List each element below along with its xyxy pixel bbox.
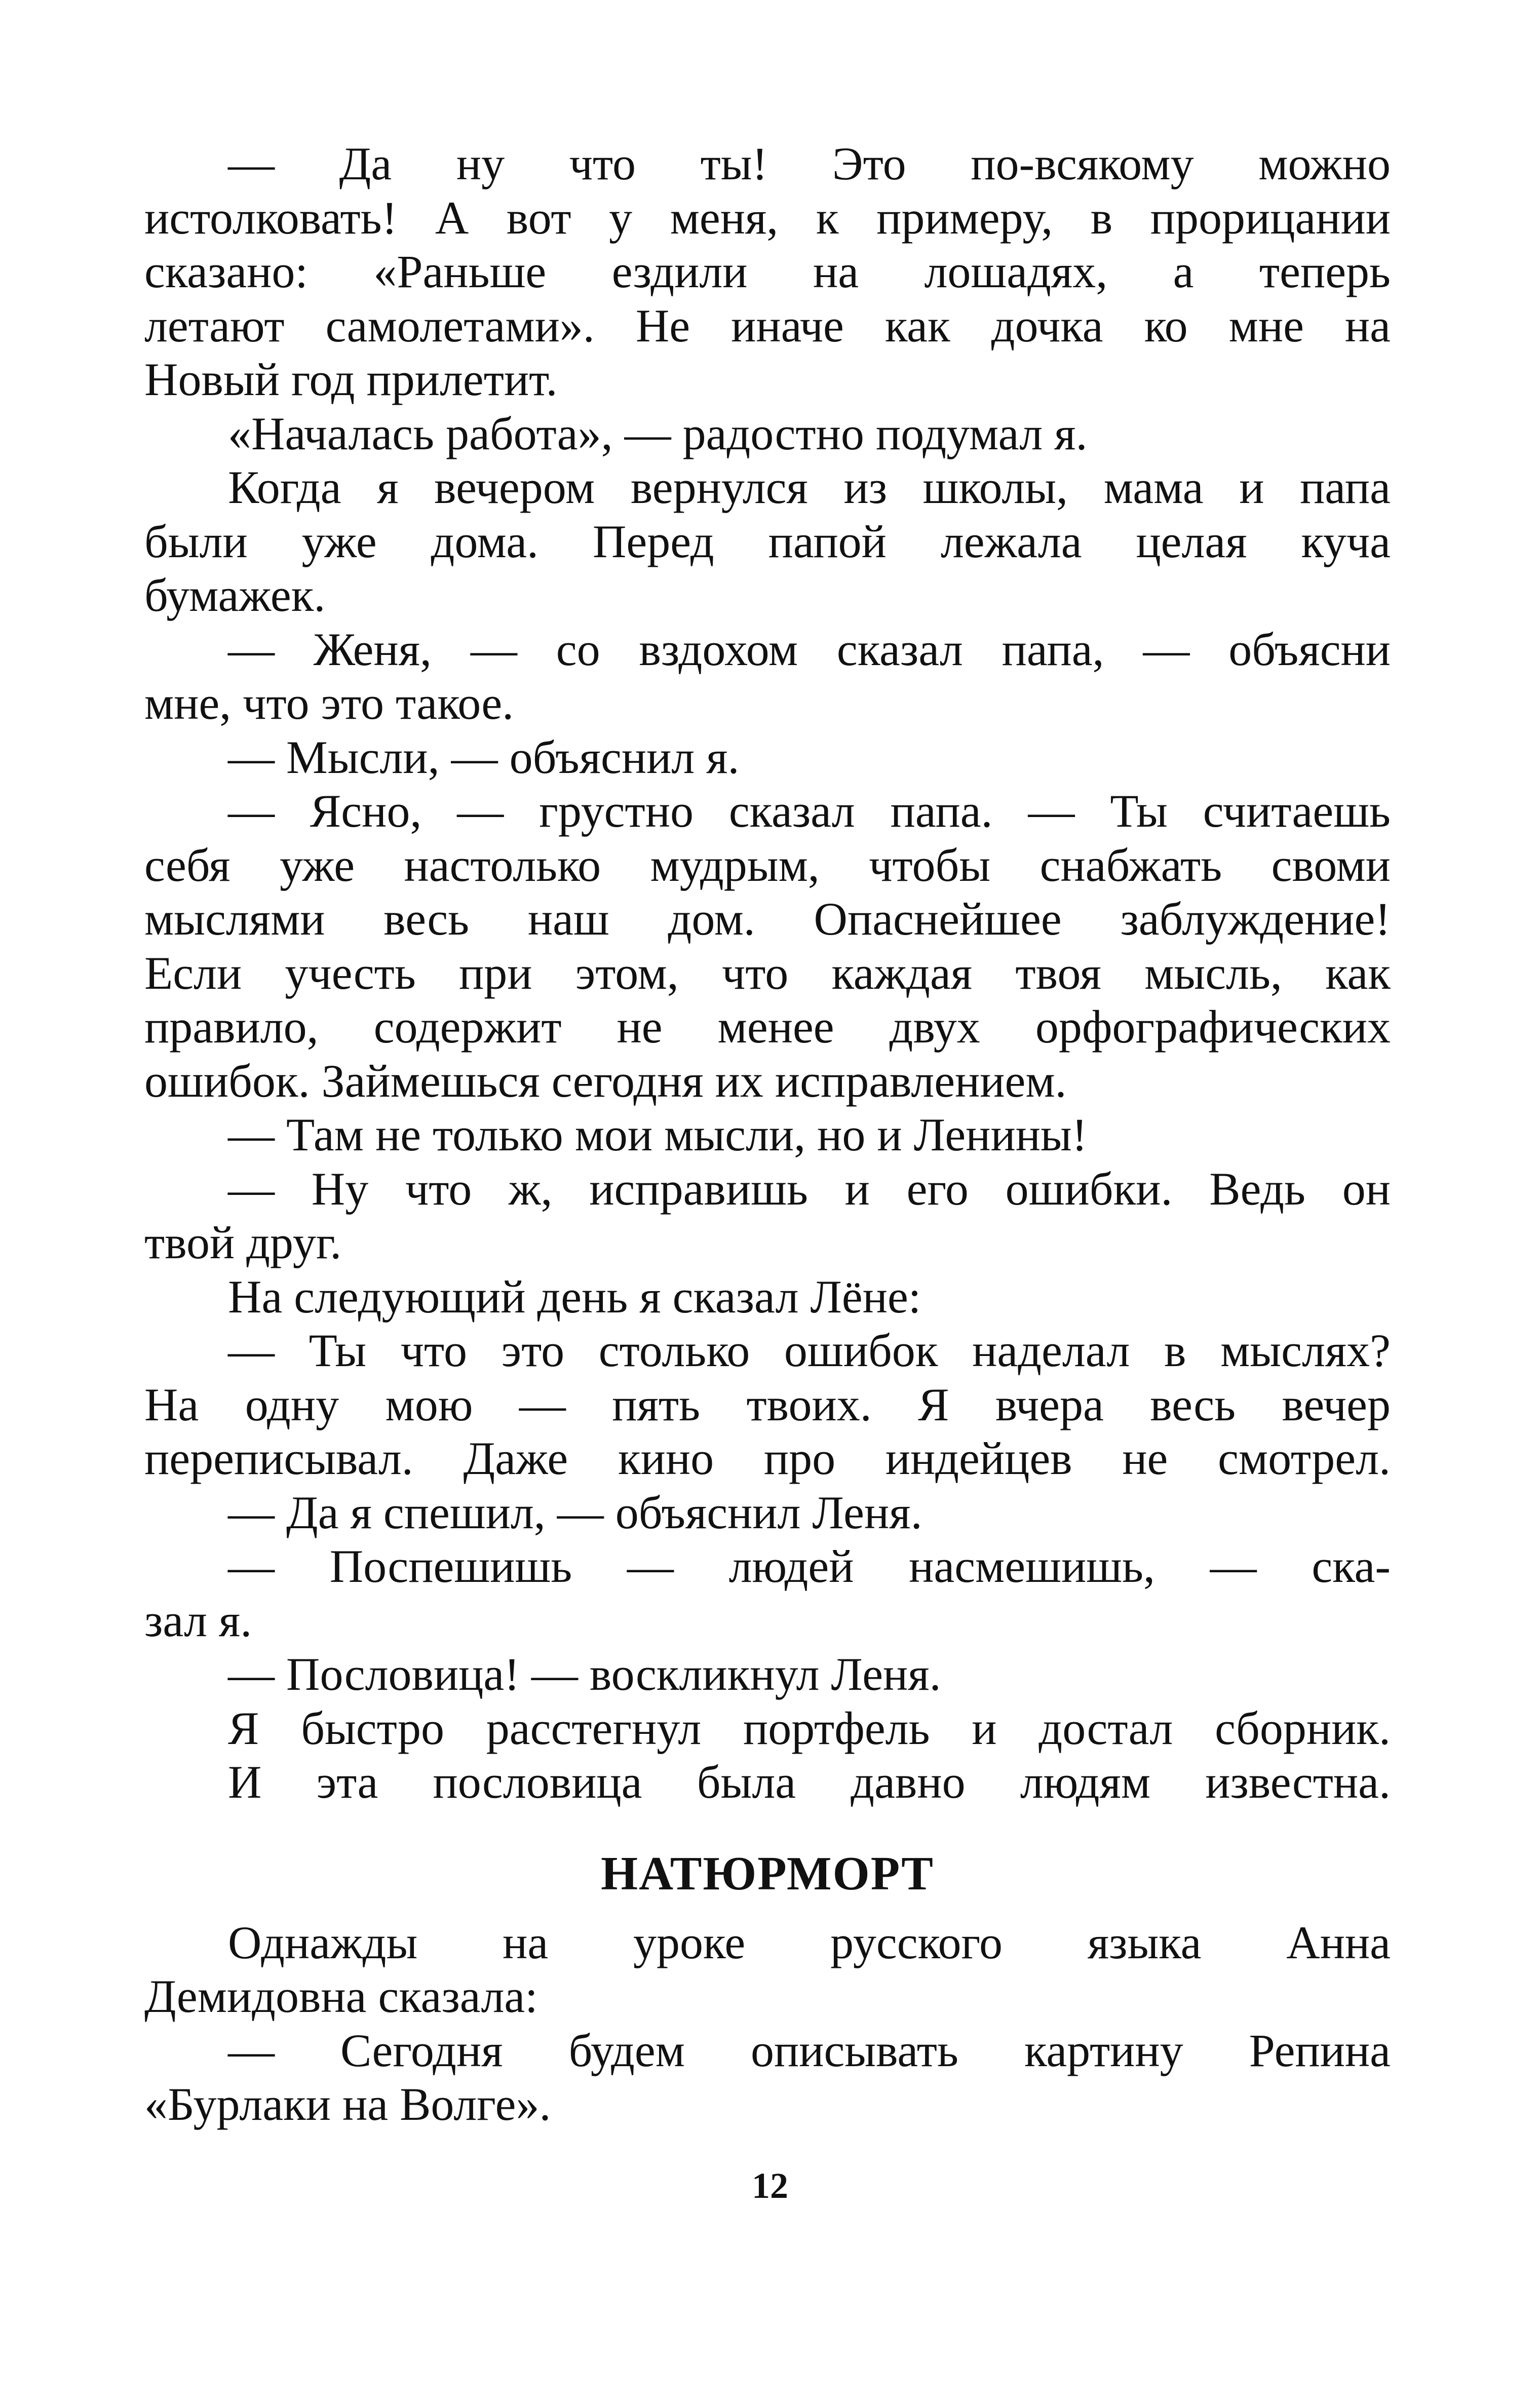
- text-line: — Сегодня будем описывать картину Репина: [228, 2024, 1391, 2076]
- section-title: НАТЮРМОРТ: [600, 1847, 934, 1900]
- text-line: На одну мою — пять твоих. Я вчера весь вечер: [144, 1378, 1391, 1430]
- body-text: [144, 137, 1391, 1809]
- text-line: — Там не только мои мысли, но и Ленины!: [228, 1109, 1088, 1160]
- text-line: «Началась работа», — радостно подумал я.: [228, 407, 1088, 459]
- text-line: — Поспешишь — людей насмешишь, — ска-: [228, 1540, 1391, 1592]
- text-line: твой друг.: [144, 1217, 342, 1268]
- text-line: Если учесть при этом, что каждая твоя мысль, как: [144, 947, 1391, 999]
- text-line: ошибок. Займешься сегодня их исправлением.: [144, 1055, 1067, 1107]
- text-line: зал я.: [144, 1594, 252, 1646]
- text-line: Новый год прилетит.: [144, 354, 558, 405]
- text-line: — Ты что это столько ошибок наделал в мыслях?: [228, 1325, 1391, 1376]
- text-line: — Да я спешил, — объяснил Леня.: [228, 1486, 922, 1538]
- text-line: летают самолетами». Не иначе как дочка ко мне на: [144, 299, 1391, 352]
- text-line: — Мысли, — объяснил я.: [228, 731, 740, 783]
- text-line: были уже дома. Перед папой лежала целая куча: [144, 515, 1391, 567]
- text-line: Демидовна сказала:: [144, 1970, 538, 2022]
- page-number: 12: [752, 2165, 788, 2206]
- text-line: Когда я вечером вернулся из школы, мама и папа: [228, 461, 1391, 513]
- text-line: На следующий день я сказал Лёне:: [228, 1270, 921, 1323]
- text-line: «Бурлаки на Волге».: [144, 2078, 551, 2130]
- text-line: мыслями весь наш дом. Опаснейшее заблуждение!: [144, 893, 1391, 945]
- text-line: мне, что это такое.: [144, 677, 514, 729]
- text-line: переписывал. Даже кино про индейцев не смотрел.: [144, 1432, 1391, 1484]
- text-line: — Ясно, — грустно сказал папа. — Ты считаешь: [228, 785, 1391, 837]
- text-line: — Ну что ж, исправишь и его ошибки. Ведь он: [228, 1162, 1391, 1215]
- text-line: — Да ну что ты! Это по-всякому можно: [228, 138, 1391, 189]
- text-line: — Женя, — со вздохом сказал папа, — объясни: [228, 623, 1391, 675]
- page-body: [144, 137, 1391, 2131]
- text-line: — Пословица! — воскликнул Леня.: [228, 1648, 941, 1700]
- text-line: себя уже настолько мудрым, чтобы снабжать своми: [144, 839, 1391, 891]
- text-line: Однажды на уроке русского языка Анна: [228, 1916, 1391, 1968]
- section-text: [144, 1916, 1391, 2131]
- text-line: Я быстро расстегнул портфель и достал сборник.: [228, 1702, 1391, 1754]
- text-line: И эта пословица была давно людям известна.: [228, 1756, 1391, 1808]
- text-line: бумажек.: [144, 569, 326, 621]
- text-line: истолковать! А вот у меня, к примеру, в прорицании: [144, 191, 1391, 244]
- text-line: правило, содержит не менее двух орфографических: [144, 1001, 1391, 1053]
- text-line: сказано: «Раньше ездили на лошадях, а теперь: [144, 246, 1391, 297]
